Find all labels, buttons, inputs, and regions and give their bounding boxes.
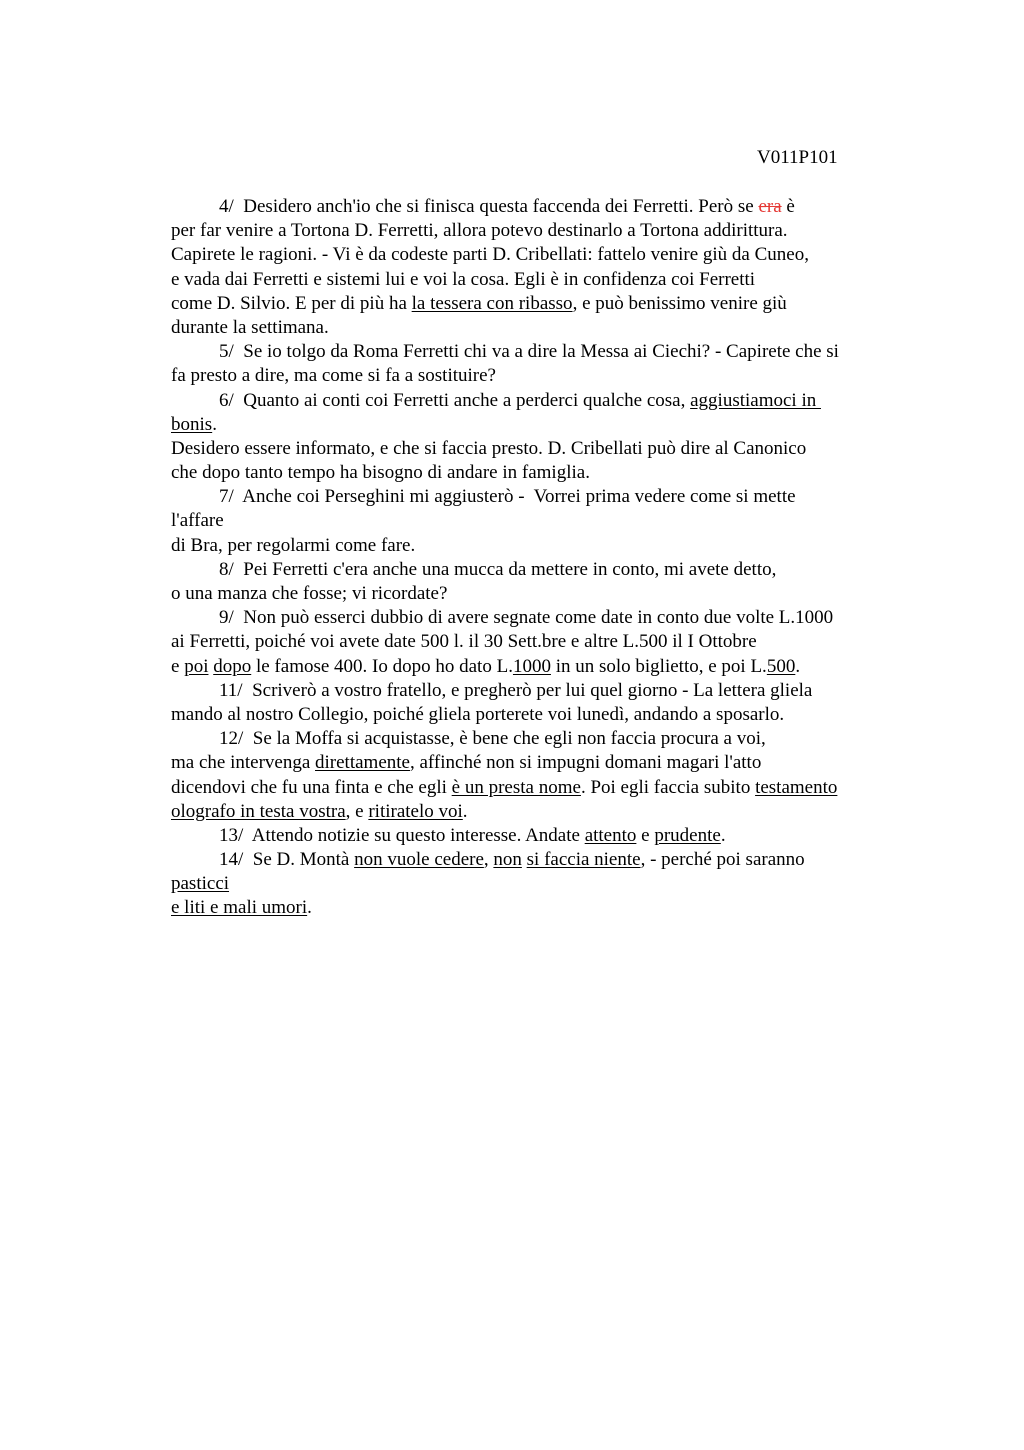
text-segment: che dopo tanto tempo ha bisogno di andare in famiglia. xyxy=(171,462,590,484)
text-line xyxy=(171,485,911,509)
text-segment: e xyxy=(636,824,655,846)
text-segment: Desidero essere informato, e che si faccia presto. D. Cribellati può dire al Canonico xyxy=(171,437,807,459)
text-segment: 14/ Se D. Montà xyxy=(219,849,355,871)
text-segment: o una manza che fosse; vi ricordate? xyxy=(171,583,448,604)
text-segment: 11/ Scriverò a vostro fratello, e pregherò per lui quel giorno - La lettera gliela xyxy=(219,679,813,701)
underlined-text: attento xyxy=(584,824,637,846)
text-line xyxy=(171,896,911,920)
text-segment: 9/ Non può esserci dubbio di avere segnate come date in conto due volte L.1000 xyxy=(219,607,834,629)
text-segment: fa presto a dire, ma come si fa a sostituire? xyxy=(171,365,496,387)
underlined-text: olografo in testa vostra xyxy=(171,800,346,822)
text-segment: ma che intervenga xyxy=(171,752,316,774)
text-segment: . xyxy=(307,897,312,919)
text-segment: ai Ferretti, poiché voi avete date 500 l. il 30 Sett.bre e altre L.500 il I Ottobre xyxy=(171,631,757,653)
text-line xyxy=(171,776,911,800)
text-line xyxy=(171,872,911,896)
text-segment: 6/ Quanto ai conti coi Ferretti anche a perderci qualche cosa, xyxy=(219,389,691,411)
underlined-text: bonis xyxy=(171,413,213,435)
text-segment: , affinché non si impugni domani magari l'atto xyxy=(409,752,762,774)
text-segment: . xyxy=(795,655,801,677)
text-segment: 5/ Se io tolgo da Roma Ferretti chi va a dire la Messa ai Ciechi? - Capirete che si xyxy=(219,341,839,363)
text-line xyxy=(171,655,911,679)
underlined-text: testamento xyxy=(755,776,838,798)
text-line xyxy=(171,413,911,437)
text-line xyxy=(171,679,911,703)
page-identifier: V011P101 xyxy=(757,147,838,168)
text-segment: dicendovi che fu una finta e che egli xyxy=(171,776,452,798)
underlined-text: e liti e mali umori xyxy=(171,897,308,919)
text-line xyxy=(171,848,911,872)
text-segment: di Bra, per regolarmi come fare. xyxy=(171,534,416,556)
text-line xyxy=(171,800,911,824)
text-line xyxy=(171,316,911,340)
text-segment: durante la settimana. xyxy=(171,316,329,338)
text-segment: , e può benissimo venire giù xyxy=(572,292,787,314)
underlined-text: non vuole cedere xyxy=(354,849,484,871)
text-line xyxy=(171,195,911,219)
underlined-text: 500 xyxy=(766,655,796,677)
text-segment: 7/ Anche coi Perseghini mi aggiusterò - Vorrei prima vedere come si mette xyxy=(219,486,796,508)
text-line xyxy=(171,243,911,267)
text-segment: Capirete le ragioni. - Vi è da codeste parti D. Cribellati: fattelo venire giù da Cuneo, xyxy=(171,244,809,266)
text-segment: . xyxy=(212,413,217,435)
text-segment: 12/ Se la Moffa si acquistasse, è bene che egli non faccia procura a voi, xyxy=(219,728,766,750)
underlined-text: prudente xyxy=(654,824,721,846)
text-line xyxy=(171,727,911,751)
text-segment: per far venire a Tortona D. Ferretti, allora potevo destinarlo a Tortona addirittura. xyxy=(171,220,788,242)
text-line xyxy=(171,558,911,582)
text-segment: le famose 400. Io dopo ho dato L. xyxy=(251,655,513,677)
underlined-text: si faccia niente xyxy=(526,849,641,871)
text-line xyxy=(171,340,911,364)
letter-body xyxy=(171,195,911,921)
text-segment: . Poi egli faccia subito xyxy=(580,776,756,798)
text-segment: , e xyxy=(345,800,369,822)
text-line xyxy=(171,268,911,292)
underlined-text: aggiustiamoci in xyxy=(690,389,821,411)
underlined-text: dopo xyxy=(213,655,252,677)
text-line xyxy=(171,824,911,848)
underlined-text: pasticci xyxy=(171,873,230,895)
text-line xyxy=(171,630,911,654)
underlined-text: direttamente xyxy=(315,752,410,774)
text-segment: 4/ Desidero anch'io che si finisca questa faccenda dei Ferretti. Però se xyxy=(219,196,759,217)
text-line xyxy=(171,292,911,316)
text-segment: come D. Silvio. E per di più ha xyxy=(171,292,412,314)
text-line xyxy=(171,219,911,243)
text-line xyxy=(171,389,911,413)
text-segment: , xyxy=(483,849,494,871)
underlined-text: poi xyxy=(184,655,209,677)
text-line xyxy=(171,751,911,775)
text-line xyxy=(171,534,911,558)
text-segment: 8/ Pei Ferretti c'era anche una mucca da mettere in conto, mi avete detto, xyxy=(219,558,777,580)
text-segment: . xyxy=(462,800,468,822)
text-segment: è xyxy=(781,196,795,217)
text-line xyxy=(171,437,911,461)
text-segment: e xyxy=(171,655,185,677)
text-line xyxy=(171,703,911,727)
struck-out-text: era xyxy=(758,196,782,217)
text-line xyxy=(171,509,911,533)
text-segment: in un solo biglietto, e poi L. xyxy=(550,655,767,677)
underlined-text: 1000 xyxy=(512,655,551,677)
text-segment: mando al nostro Collegio, poiché gliela porterete voi lunedì, andando a sposarlo. xyxy=(171,703,785,725)
underlined-text: non xyxy=(493,849,522,871)
text-segment: l'affare xyxy=(171,510,224,532)
text-line xyxy=(171,582,911,606)
text-line xyxy=(171,364,911,388)
underlined-text: è un presta nome xyxy=(451,776,581,798)
text-line xyxy=(171,606,911,630)
underlined-text: la tessera con ribasso xyxy=(411,292,573,314)
text-segment: , - perché poi saranno xyxy=(640,849,805,871)
text-line xyxy=(171,461,911,485)
underlined-text: ritiratelo voi xyxy=(368,800,463,822)
text-segment: . xyxy=(720,824,726,846)
text-segment: e vada dai Ferretti e sistemi lui e voi la cosa. Egli è in confidenza coi Ferretti xyxy=(171,268,756,290)
text-segment: 13/ Attendo notizie su questo interesse. Andate xyxy=(219,824,585,846)
